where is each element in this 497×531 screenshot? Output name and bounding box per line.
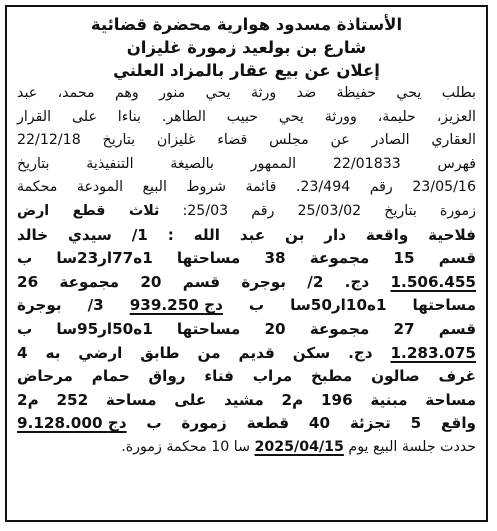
body-line: العقاري الصادر عن مجلس قضاء غليزان بتاريخ 22/12/18 — [17, 132, 476, 149]
lot-2-text: دج. 2/ بوجرة قسم 20 مجموعة 26 — [17, 272, 391, 291]
body-line: فلاحية واقعة دار بن عبد الله : 1/ سيدي خالد — [17, 225, 476, 244]
house-text: دج. سكن قديم من طابق ارضي به 4 — [17, 343, 391, 362]
body-line — [17, 412, 476, 436]
lot-2-area: مساحتها 1ه10ار50سا ب — [248, 296, 476, 315]
body-line: قسم 27 مجموعة 20 مساحتها 1ه50ار95سا ب — [17, 319, 477, 338]
body-line: العزيز، حليمة، وورثة يحي حبيب الطاهر. بناءا على القرار — [17, 108, 476, 125]
price-lot-3: 1.283.075 — [390, 343, 476, 362]
body-line: قسم 15 مجموعة 38 مساحتها 1ه77ار23سا ب — [17, 249, 477, 268]
announcement-box — [5, 5, 488, 522]
body-line: 23/05/16 رقم 23/494. قائمة شروط البيع المودعة محكمة — [17, 179, 476, 196]
price-house: 9.128.000 دج — [17, 414, 127, 433]
body-line: غرف صالون مطبخ مراب فناء رواق حمام مرحاض — [17, 367, 476, 386]
deposit-info: زمورة بتاريخ 25/03/02 رقم 25/03: — [182, 202, 476, 219]
body-line — [17, 200, 476, 224]
price-lot-1: 1.506.455 — [390, 272, 476, 291]
price-lot-2: 939.250 دج — [129, 296, 223, 315]
session-date: 2025/04/15 — [254, 438, 344, 455]
body-line: بطلب يحي حفيظة ضد ورثة يحي منور وهم محمد، عبد — [17, 85, 476, 101]
lots-heading: ثلاث قطع ارض — [17, 202, 160, 219]
bailiff-name: الأستاذة مسدود هوارية محضرة قضائية — [90, 15, 403, 34]
body-line — [17, 342, 476, 366]
session-place: سا 10 محكمة زمورة. — [121, 438, 251, 455]
body-line — [17, 436, 476, 460]
body-line: فهرس 22/01833 الممهور بالصيغة التنفيذية بتاريخ — [17, 155, 476, 172]
announcement-title: إعلان عن بيع عقار بالمزاد العلني — [113, 61, 380, 80]
bailiff-address: شارع بن بولعيد زمورة غليزان — [126, 38, 367, 57]
body-line — [17, 271, 476, 295]
lot-3-text: 3/ بوجرة — [17, 296, 130, 315]
body-line — [17, 294, 476, 318]
house-location: واقع 5 تجزئة 40 قطعة زمورة ب — [146, 414, 476, 433]
session-text: حددت جلسة البيع يوم — [348, 438, 476, 455]
body-line: مساحة مبنية 196 م2 مشيد على مساحة 252 م2 — [17, 390, 477, 409]
